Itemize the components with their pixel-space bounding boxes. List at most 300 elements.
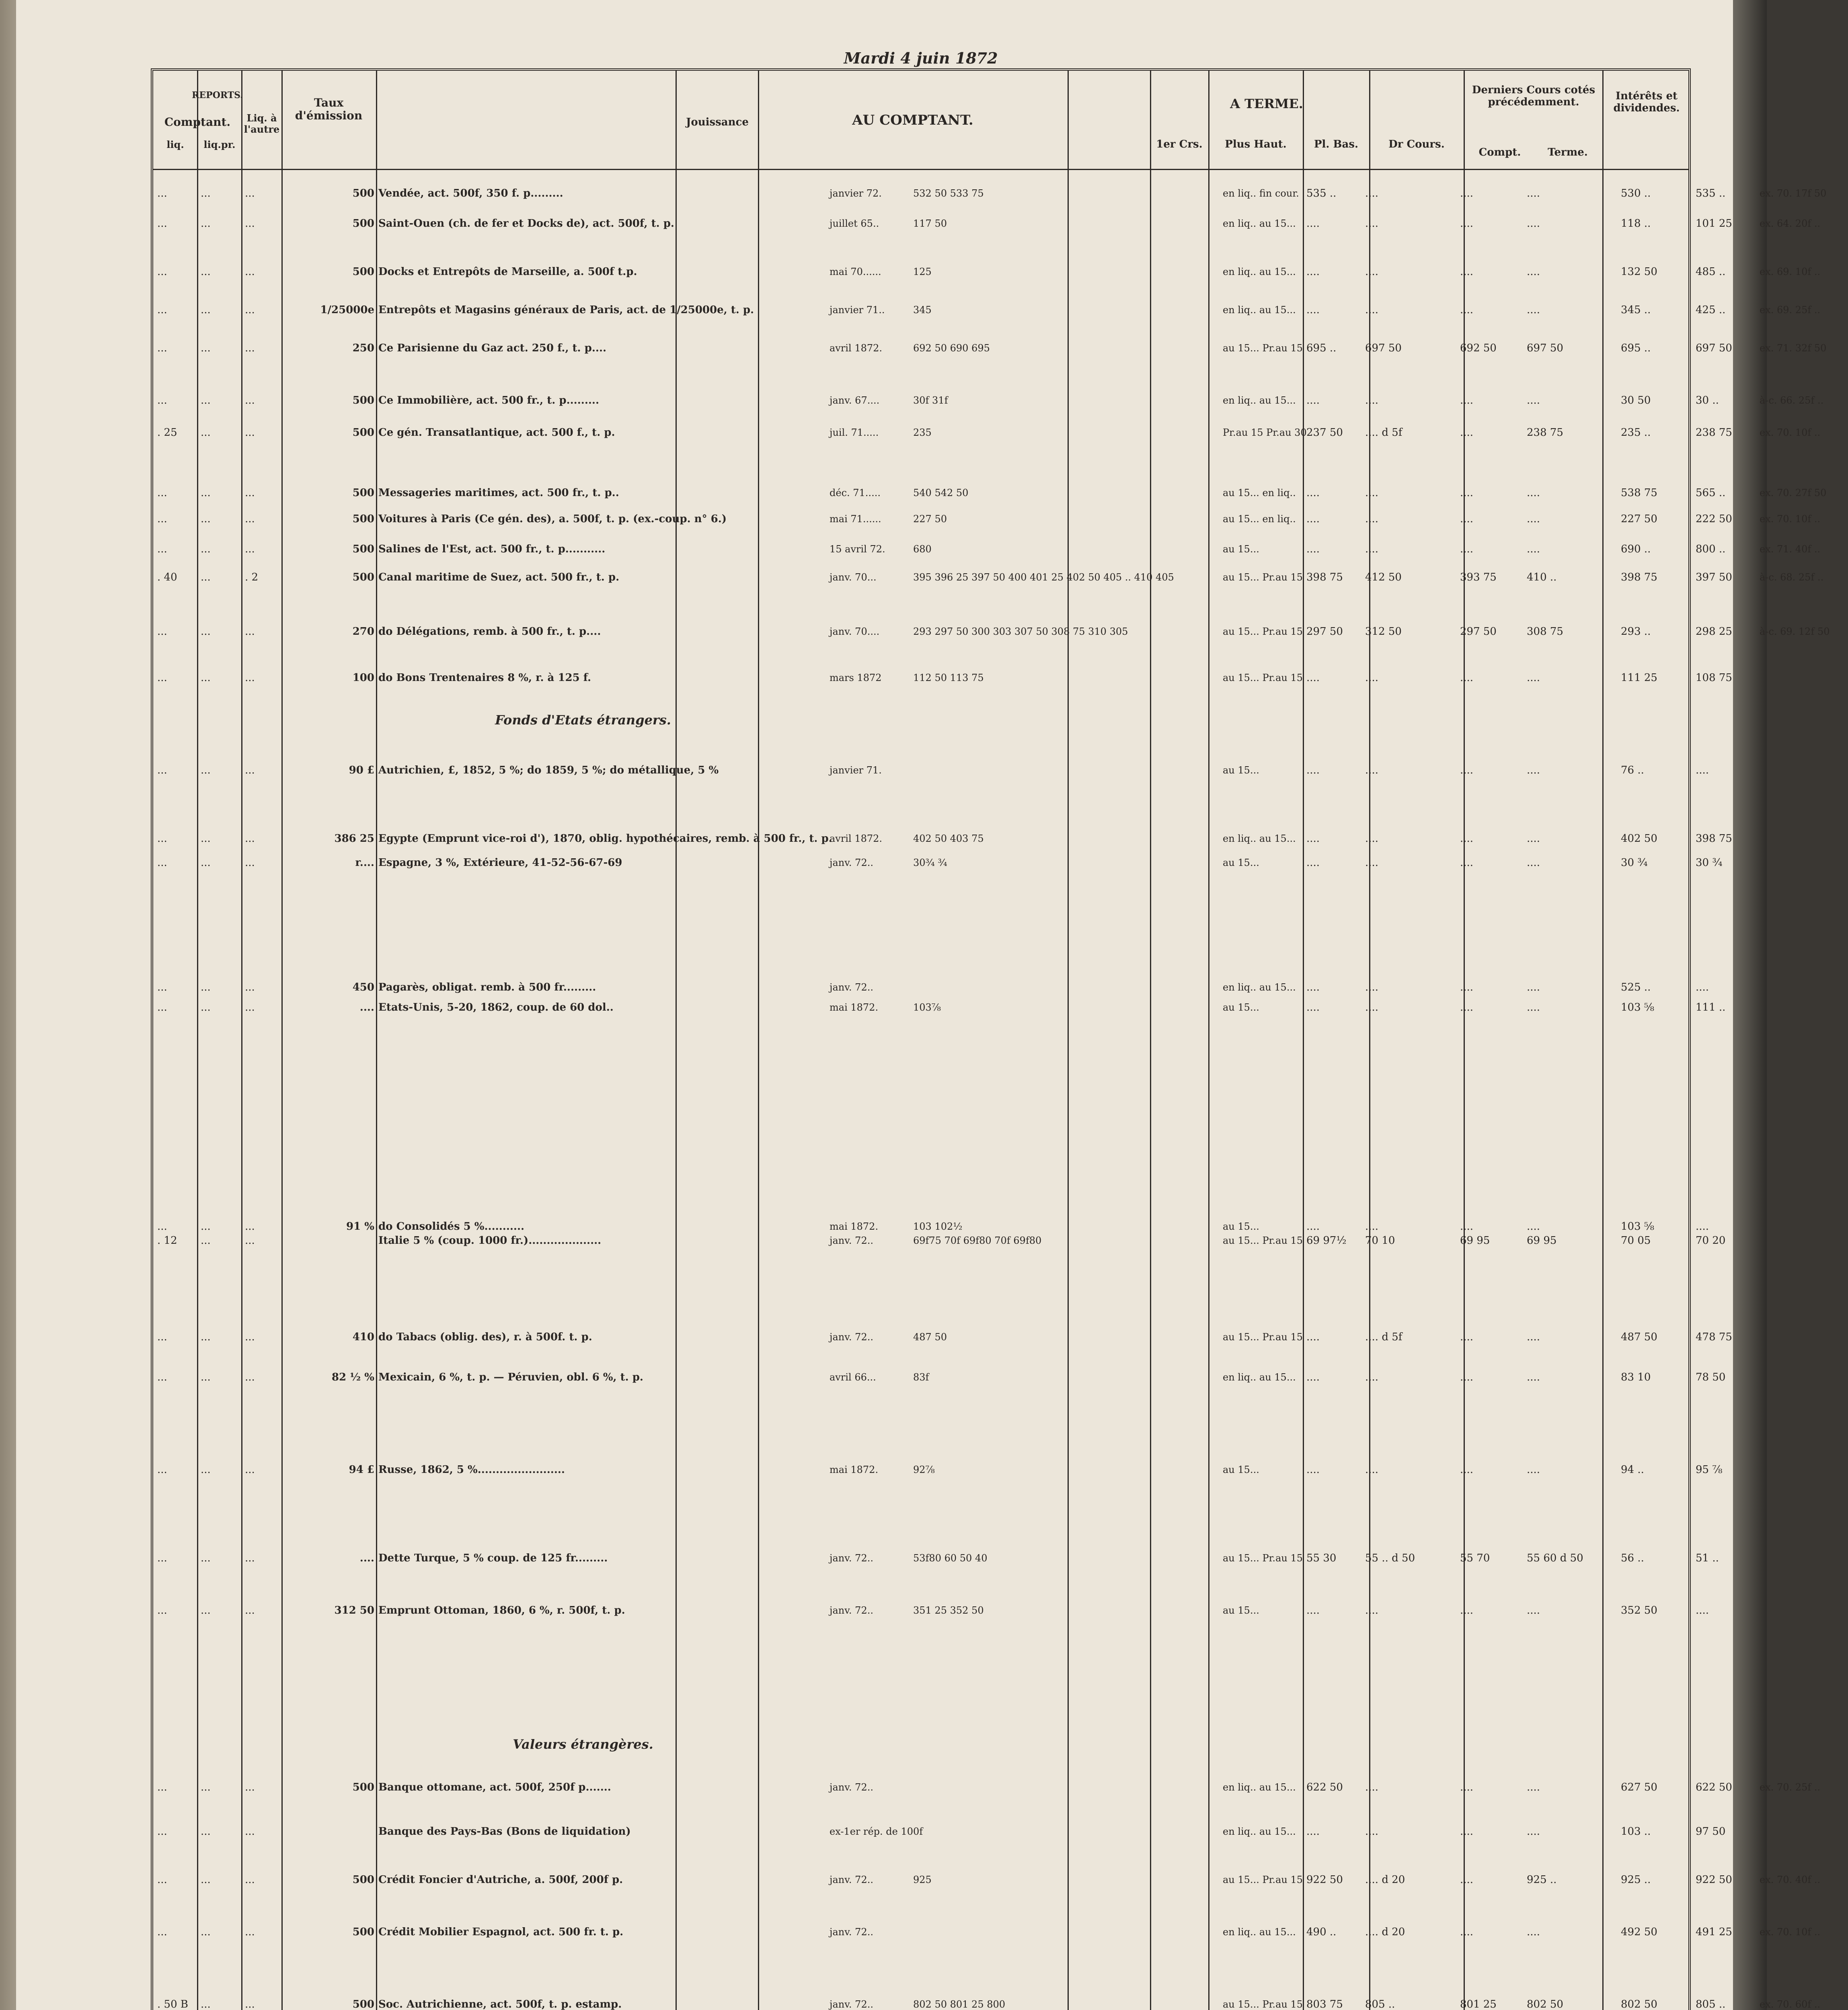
quote-cell: ....	[1527, 1001, 1540, 1013]
quote-cell: ....	[1460, 427, 1474, 439]
quote-cell: en liq.. au 15...	[1223, 1782, 1296, 1793]
quote-cell: ....	[1527, 1331, 1540, 1343]
quote-cell: 69f75 70f 69f80 70f 69f80	[913, 1235, 1042, 1246]
security-name: Messageries maritimes, act. 500 fr., t. p..	[378, 487, 619, 499]
security-name: Etats-Unis, 5-20, 1862, coup. de 60 dol..	[378, 1001, 614, 1013]
column-rule	[676, 71, 677, 2010]
quote-cell: 237 50	[1306, 427, 1343, 439]
header-derniers-cours: Derniers Cours cotés précédemment.	[1472, 84, 1595, 108]
table-row	[153, 977, 1709, 998]
quote-cell: ....	[1365, 1604, 1379, 1616]
quote-cell: ....	[1306, 672, 1320, 684]
quote-cell: en liq.. au 15...	[1223, 218, 1296, 229]
quote-cell: 70 10	[1365, 1235, 1395, 1247]
report-cell: ...	[157, 1001, 167, 1013]
quote-cell: ....	[1527, 1604, 1540, 1616]
quote-cell: 55 .. d 50	[1365, 1552, 1415, 1564]
quote-cell: 485 ..	[1696, 266, 1726, 278]
quote-cell: 565 ..	[1696, 487, 1726, 499]
quote-cell: avril 1872.	[830, 343, 883, 354]
quote-cell: ex. 70. 25f ..	[1760, 1782, 1821, 1793]
quote-cell: 235	[913, 427, 932, 438]
report-cell: ...	[245, 1220, 255, 1233]
quote-cell: ....	[1527, 764, 1540, 776]
table-row	[153, 997, 1726, 1018]
quote-cell: 345	[913, 304, 932, 316]
quote-cell: janv. 70...	[830, 572, 877, 583]
quote-cell: en liq.. au 15...	[1223, 1926, 1296, 1938]
quote-cell: ....	[1365, 1220, 1379, 1233]
quote-cell: à-c. 68. 25f ..	[1760, 572, 1824, 583]
quote-cell: 800 ..	[1696, 543, 1726, 555]
quote-cell: 395 396 25 397 50 400 401 25 402 50 405 .. 410 405	[913, 572, 1174, 583]
quote-cell: 425 ..	[1696, 304, 1726, 316]
quote-cell: ....	[1460, 487, 1474, 499]
table-row	[153, 667, 1732, 688]
quote-cell: ....	[1365, 1371, 1379, 1383]
report-cell: ...	[157, 1781, 167, 1793]
quote-cell: 111 ..	[1696, 1001, 1726, 1013]
report-cell: ...	[201, 672, 211, 684]
security-name: Soc. Autrichienne, act. 500f, t. p. estamp.	[378, 1998, 622, 2010]
report-cell: ...	[245, 626, 255, 638]
quote-cell: 697 50	[1696, 342, 1732, 354]
quote-cell: 103 ⅝	[1621, 1001, 1655, 1013]
table-row	[153, 299, 1821, 320]
report-cell: . 50 B	[157, 1998, 188, 2010]
report-cell: ...	[201, 487, 211, 499]
quote-cell: au 15... Pr.au 15	[1223, 1331, 1303, 1343]
report-cell: ...	[157, 1604, 167, 1616]
security-name: Russe, 1862, 5 %........................	[378, 1464, 565, 1476]
quote-cell: janv. 72..	[830, 1926, 873, 1938]
quote-cell: ....	[1365, 1781, 1379, 1793]
security-name: Banque des Pays-Bas (Bons de liquidation)	[378, 1825, 631, 1838]
quote-cell: au 15... Pr.au 15	[1223, 1874, 1303, 1885]
table-row	[153, 1777, 1821, 1798]
quote-cell: ....	[1527, 187, 1540, 199]
quote-cell: ....	[1365, 266, 1379, 278]
report-cell: ...	[201, 266, 211, 278]
quote-cell: ....	[1365, 672, 1379, 684]
quote-cell: 56 ..	[1621, 1552, 1644, 1564]
quote-cell: 352 50	[1621, 1604, 1657, 1616]
report-cell: ...	[245, 1604, 255, 1616]
header-plus-haut: Plus Haut.	[1225, 138, 1287, 150]
quote-cell: ....	[1527, 304, 1540, 316]
security-name: Salines de l'Est, act. 500 fr., t. p...........	[378, 543, 606, 555]
quote-cell: 622 50	[1306, 1781, 1343, 1793]
table-row	[153, 1548, 1719, 1569]
report-cell: ...	[245, 1331, 255, 1343]
column-rule	[197, 71, 198, 2010]
header-jouissance: Jouissance	[686, 116, 749, 128]
quote-cell: 51 ..	[1696, 1552, 1719, 1564]
security-name: Mexicain, 6 %, t. p. — Péruvien, obl. 6 %, t. p.	[378, 1371, 643, 1383]
quote-cell: 30 ..	[1696, 394, 1719, 406]
quote-cell: ex. 70. 10f ..	[1760, 427, 1821, 438]
quote-cell: janv. 67....	[830, 395, 880, 406]
quote-cell: en liq.. au 15...	[1223, 395, 1296, 406]
column-rule	[1208, 71, 1209, 2010]
quote-cell: 690 ..	[1621, 543, 1651, 555]
quote-cell: ....	[1306, 1464, 1320, 1476]
report-cell: ...	[157, 217, 167, 230]
quote-cell: ....	[1527, 217, 1540, 230]
quote-cell: au 15... Pr.au 15	[1223, 1553, 1303, 1564]
report-cell: ...	[201, 1998, 211, 2010]
quote-cell: ....	[1460, 1464, 1474, 1476]
quote-cell: janv. 72..	[830, 1553, 873, 1564]
report-cell: ...	[201, 571, 211, 583]
report-cell: ...	[201, 1604, 211, 1616]
quote-cell: 90 £	[349, 764, 374, 776]
quote-cell: janvier 72.	[830, 188, 882, 199]
quote-cell: 222 50	[1696, 513, 1732, 525]
quote-cell: au 15... en liq..	[1223, 487, 1296, 498]
quote-cell: ....	[1527, 981, 1540, 993]
quote-cell: 386 25	[334, 833, 374, 845]
security-name: Saint-Ouen (ch. de fer et Docks de), act. 500f, t. p.	[378, 217, 674, 230]
section-valeurs-etrangeres: Valeurs étrangères.	[513, 1737, 653, 1752]
header-terme: Terme.	[1548, 146, 1588, 158]
quote-cell: ....	[1306, 981, 1320, 993]
header-compt: Compt.	[1478, 146, 1521, 158]
report-cell: ...	[201, 342, 211, 354]
quote-cell: 132 50	[1621, 266, 1657, 278]
report-cell: ...	[245, 266, 255, 278]
report-cell: ...	[201, 1464, 211, 1476]
security-name: do Bons Trentenaires 8 %, r. à 125 f.	[378, 672, 591, 684]
report-cell: ...	[157, 1926, 167, 1938]
quote-cell: janv. 72..	[830, 1605, 873, 1616]
quote-cell: 500	[352, 1926, 374, 1938]
report-cell: . 40	[157, 571, 177, 583]
quote-cell: ....	[1460, 1604, 1474, 1616]
quote-cell: 393 75	[1460, 571, 1497, 583]
quote-cell: 298 25	[1696, 626, 1732, 638]
quote-cell: ....	[1460, 1001, 1474, 1013]
table-row	[153, 760, 1709, 781]
table-row	[153, 1821, 1726, 1842]
table-row	[153, 1230, 1726, 1251]
quote-cell: 500	[352, 1781, 374, 1793]
header-dernier-cours: Dr Cours.	[1388, 138, 1445, 150]
report-cell: ...	[201, 764, 211, 776]
report-cell: ...	[245, 1998, 255, 2010]
quote-cell: ....	[1460, 1331, 1474, 1343]
quote-cell: janv. 72..	[830, 1999, 873, 2010]
security-name: Italie 5 % (coup. 1000 fr.)....................	[378, 1235, 602, 1247]
report-cell: ...	[157, 1371, 167, 1383]
quote-cell: 297 50	[1306, 626, 1343, 638]
table-row	[153, 338, 1827, 359]
security-name: do Délégations, remb. à 500 fr., t. p....	[378, 626, 601, 638]
table-row	[153, 422, 1821, 443]
quote-cell: 500	[352, 487, 374, 499]
quote-cell: en liq.. fin cour.	[1223, 188, 1299, 199]
quote-cell: 293 ..	[1621, 626, 1651, 638]
quote-cell: ....	[1306, 857, 1320, 869]
security-name: Docks et Entrepôts de Marseille, a. 500f t.p.	[378, 266, 637, 278]
security-name: Banque ottomane, act. 500f, 250f p.......	[378, 1781, 611, 1793]
quote-cell: 112 50 113 75	[913, 672, 984, 683]
quote-cell: 802 50	[1621, 1998, 1657, 2010]
quote-cell: 308 75	[1527, 626, 1563, 638]
quote-cell: mai 1872.	[830, 1002, 879, 1013]
quote-cell: 925	[913, 1874, 932, 1885]
quote-cell: r....	[355, 857, 374, 869]
report-cell: ...	[245, 1001, 255, 1013]
quote-cell: 235 ..	[1621, 427, 1651, 439]
report-cell: ...	[201, 187, 211, 199]
quote-cell: ....	[359, 1552, 374, 1564]
quote-cell: au 15...	[1223, 857, 1259, 868]
quote-cell: 410 ..	[1527, 571, 1557, 583]
quote-cell: ....	[1527, 266, 1540, 278]
report-cell: ...	[201, 427, 211, 439]
table-row	[153, 213, 1821, 234]
quote-cell: au 15...	[1223, 1221, 1259, 1232]
table-row	[153, 1869, 1821, 1890]
report-cell: ...	[245, 1874, 255, 1886]
report-cell: ...	[157, 513, 167, 525]
report-cell: ...	[201, 1781, 211, 1793]
quote-cell: ex. 64. 20f ..	[1760, 218, 1821, 229]
quote-cell: 803 75	[1306, 1998, 1343, 2010]
quote-cell: ex. 70. 40f ..	[1760, 1874, 1821, 1885]
table-row	[153, 852, 1723, 873]
page-date: Mardi 4 juin 1872	[844, 49, 998, 67]
report-cell: ...	[157, 342, 167, 354]
quote-cell: 95 ⅞	[1696, 1464, 1723, 1476]
quote-cell: au 15... en liq..	[1223, 513, 1296, 525]
quote-cell: 450	[352, 981, 374, 993]
quote-cell: ....	[1306, 1825, 1320, 1838]
quote-cell: ....	[1460, 394, 1474, 406]
quote-cell: 500	[352, 217, 374, 230]
quote-cell: 351 25 352 50	[913, 1605, 984, 1616]
quote-cell: 30 ¾	[1696, 857, 1723, 869]
quote-cell: ....	[1306, 266, 1320, 278]
quote-cell: ....	[1365, 217, 1379, 230]
quote-cell: 500	[352, 543, 374, 555]
quote-cell: en liq.. au 15...	[1223, 266, 1296, 277]
quote-cell: 312 50	[334, 1604, 374, 1616]
table-row	[153, 828, 1732, 849]
report-cell: ...	[201, 1552, 211, 1564]
quote-cell: 490 ..	[1306, 1926, 1337, 1938]
report-cell: ...	[201, 217, 211, 230]
quote-cell: 500	[352, 427, 374, 439]
quote-cell: à-c. 69. 12f 50	[1760, 626, 1830, 637]
quote-cell: au 15... Pr.au 15	[1223, 1999, 1303, 2010]
report-cell: ...	[157, 1825, 167, 1838]
quote-cell: 410	[352, 1331, 374, 1343]
quote-cell: 697 50	[1527, 342, 1563, 354]
header-interets: Intérêts et dividendes.	[1613, 90, 1680, 114]
quote-cell: 622 50	[1696, 1781, 1732, 1793]
security-name: Voitures à Paris (Ce gén. des), a. 500f, t. p. (ex.-coup. n° 6.)	[378, 513, 727, 525]
quote-cell: ....	[1365, 513, 1379, 525]
header-a-terme: A TERME.	[1230, 96, 1303, 111]
quote-cell: ....	[1527, 543, 1540, 555]
header-liq-autre: Liq. à l'autre	[244, 112, 280, 135]
security-name: Egypte (Emprunt vice-roi d'), 1870, oblig. hypothécaires, remb. à 500 fr., t. p.	[378, 833, 832, 845]
quote-cell: 1/25000e	[320, 304, 374, 316]
header-comptant: Comptant.	[164, 115, 231, 129]
report-cell: ...	[245, 1371, 255, 1383]
quote-cell: ....	[1306, 1604, 1320, 1616]
quote-cell: 92⅞	[913, 1464, 935, 1475]
report-cell: ...	[245, 833, 255, 845]
report-cell: ...	[157, 833, 167, 845]
report-cell: ...	[201, 833, 211, 845]
table-row	[153, 1459, 1723, 1480]
quote-cell: en liq.. au 15...	[1223, 982, 1296, 993]
quote-cell: 270	[352, 626, 374, 638]
quote-cell: ....	[1365, 304, 1379, 316]
quote-cell: ....	[1696, 764, 1709, 776]
quote-cell: ....	[1365, 981, 1379, 993]
quote-cell: 69 95	[1527, 1235, 1557, 1247]
quote-cell: ....	[1365, 1464, 1379, 1476]
quote-cell: ex. 70. 17f 50	[1760, 188, 1827, 199]
quote-cell: 922 50	[1306, 1874, 1343, 1886]
header-plus-bas: Pl. Bas.	[1314, 138, 1359, 150]
column-rule	[1369, 71, 1370, 2010]
quote-cell: en liq.. au 15...	[1223, 1826, 1296, 1837]
report-cell: ...	[201, 394, 211, 406]
quote-cell: ex. 70. 10f ..	[1760, 1926, 1821, 1938]
quote-cell: 695 ..	[1621, 342, 1651, 354]
table-row	[153, 183, 1827, 204]
column-rule	[1602, 71, 1604, 2010]
quote-cell: 500	[352, 266, 374, 278]
quote-cell: 94 £	[349, 1464, 374, 1476]
report-cell: . 2	[245, 571, 259, 583]
quote-cell: ....	[1460, 672, 1474, 684]
table-row	[153, 621, 1830, 642]
quote-cell: 487 50	[913, 1331, 947, 1343]
quote-cell: 78 50	[1696, 1371, 1726, 1383]
quote-cell: 94 ..	[1621, 1464, 1644, 1476]
security-name: Pagarès, obligat. remb. à 500 fr.........	[378, 981, 596, 993]
quote-cell: 805 ..	[1365, 1998, 1395, 2010]
quote-cell: 82 ½ %	[331, 1371, 374, 1383]
table-row	[153, 1994, 1821, 2010]
report-cell: ...	[157, 394, 167, 406]
report-cell: ...	[157, 626, 167, 638]
quote-cell: ....	[1460, 833, 1474, 845]
table-row	[153, 1600, 1709, 1621]
report-cell: ...	[157, 857, 167, 869]
quote-cell: au 15...	[1223, 1002, 1259, 1013]
quote-cell: 97 50	[1696, 1825, 1726, 1838]
quote-cell: ....	[1696, 981, 1709, 993]
header-reports: REPORTS.	[192, 90, 243, 100]
quote-cell: ex-1er rép. de 100f	[830, 1826, 923, 1837]
quote-cell: 238 75	[1527, 427, 1563, 439]
quote-cell: ....	[1365, 764, 1379, 776]
quote-cell: ....	[1460, 1926, 1474, 1938]
header-liq-pr: liq.pr.	[203, 139, 236, 150]
report-cell: ...	[157, 266, 167, 278]
security-name: Ce Immobilière, act. 500 fr., t. p.........	[378, 394, 600, 406]
report-cell: ...	[157, 187, 167, 199]
quote-cell: ....	[1306, 487, 1320, 499]
report-cell: ...	[245, 427, 255, 439]
quote-cell: ....	[1460, 764, 1474, 776]
column-rule	[1303, 71, 1304, 2010]
report-cell: ...	[201, 304, 211, 316]
quote-cell: janv. 72..	[830, 1874, 873, 1885]
quote-cell: 76 ..	[1621, 764, 1644, 776]
report-cell: ...	[245, 1464, 255, 1476]
security-name: Ce gén. Transatlantique, act. 500 f., t. p.	[378, 427, 615, 439]
quote-cell: 398 75	[1306, 571, 1343, 583]
quote-cell: ....	[1306, 1220, 1320, 1233]
quote-cell: ....	[1365, 394, 1379, 406]
report-cell: ...	[157, 1552, 167, 1564]
quote-cell: Pr.au 15 Pr.au 30	[1223, 427, 1307, 438]
quote-cell: 69 95	[1460, 1235, 1490, 1247]
quote-cell: 805 ..	[1696, 1998, 1726, 2010]
quote-cell: ....	[1527, 1781, 1540, 1793]
quote-cell: 55 60 d 50	[1527, 1552, 1583, 1564]
quote-cell: janv. 72..	[830, 857, 873, 868]
quote-cell: en liq.. au 15...	[1223, 304, 1296, 316]
quote-cell: ....	[1365, 1825, 1379, 1838]
report-cell: ...	[157, 1464, 167, 1476]
quote-cell: 70 05	[1621, 1235, 1651, 1247]
quote-cell: juil. 71.....	[830, 427, 879, 438]
quote-cell: ....	[1460, 513, 1474, 525]
quote-cell: 532 50 533 75	[913, 188, 984, 199]
quote-cell: en liq.. au 15...	[1223, 833, 1296, 844]
column-rule	[1464, 71, 1465, 2010]
security-name: Vendée, act. 500f, 350 f. p.........	[378, 187, 563, 199]
quote-cell: au 15... Pr.au 15	[1223, 343, 1303, 354]
quote-cell: 802 50 801 25 800	[913, 1999, 1006, 2010]
report-cell: ...	[201, 1874, 211, 1886]
quote-cell: 103 ..	[1621, 1825, 1651, 1838]
quote-cell: ....	[1460, 1781, 1474, 1793]
quote-cell: 83f	[913, 1372, 929, 1383]
quote-cell: déc. 71.....	[830, 487, 881, 498]
quote-cell: 91 %	[346, 1220, 374, 1233]
report-cell: ...	[201, 857, 211, 869]
report-cell: ...	[201, 1825, 211, 1838]
header-premier-cours: 1er Crs.	[1156, 138, 1203, 150]
header-taux: Taux d'émission	[295, 96, 363, 123]
quote-cell: en liq.. au 15...	[1223, 1372, 1296, 1383]
report-cell: ...	[245, 543, 255, 555]
quote-cell: 108 75	[1696, 672, 1732, 684]
security-name: Emprunt Ottoman, 1860, 6 %, r. 500f, t. p.	[378, 1604, 625, 1616]
quote-cell: 500	[352, 1998, 374, 2010]
quote-cell: 627 50	[1621, 1781, 1657, 1793]
report-cell: ...	[245, 187, 255, 199]
quote-cell: 402 50 403 75	[913, 833, 984, 844]
quote-cell: 500	[352, 394, 374, 406]
report-cell: ...	[245, 342, 255, 354]
report-cell: ...	[201, 1220, 211, 1233]
report-cell: ...	[245, 1235, 255, 1247]
security-name: Espagne, 3 %, Extérieure, 41-52-56-67-69	[378, 857, 622, 869]
quote-cell: 695 ..	[1306, 342, 1337, 354]
report-cell: ...	[245, 217, 255, 230]
